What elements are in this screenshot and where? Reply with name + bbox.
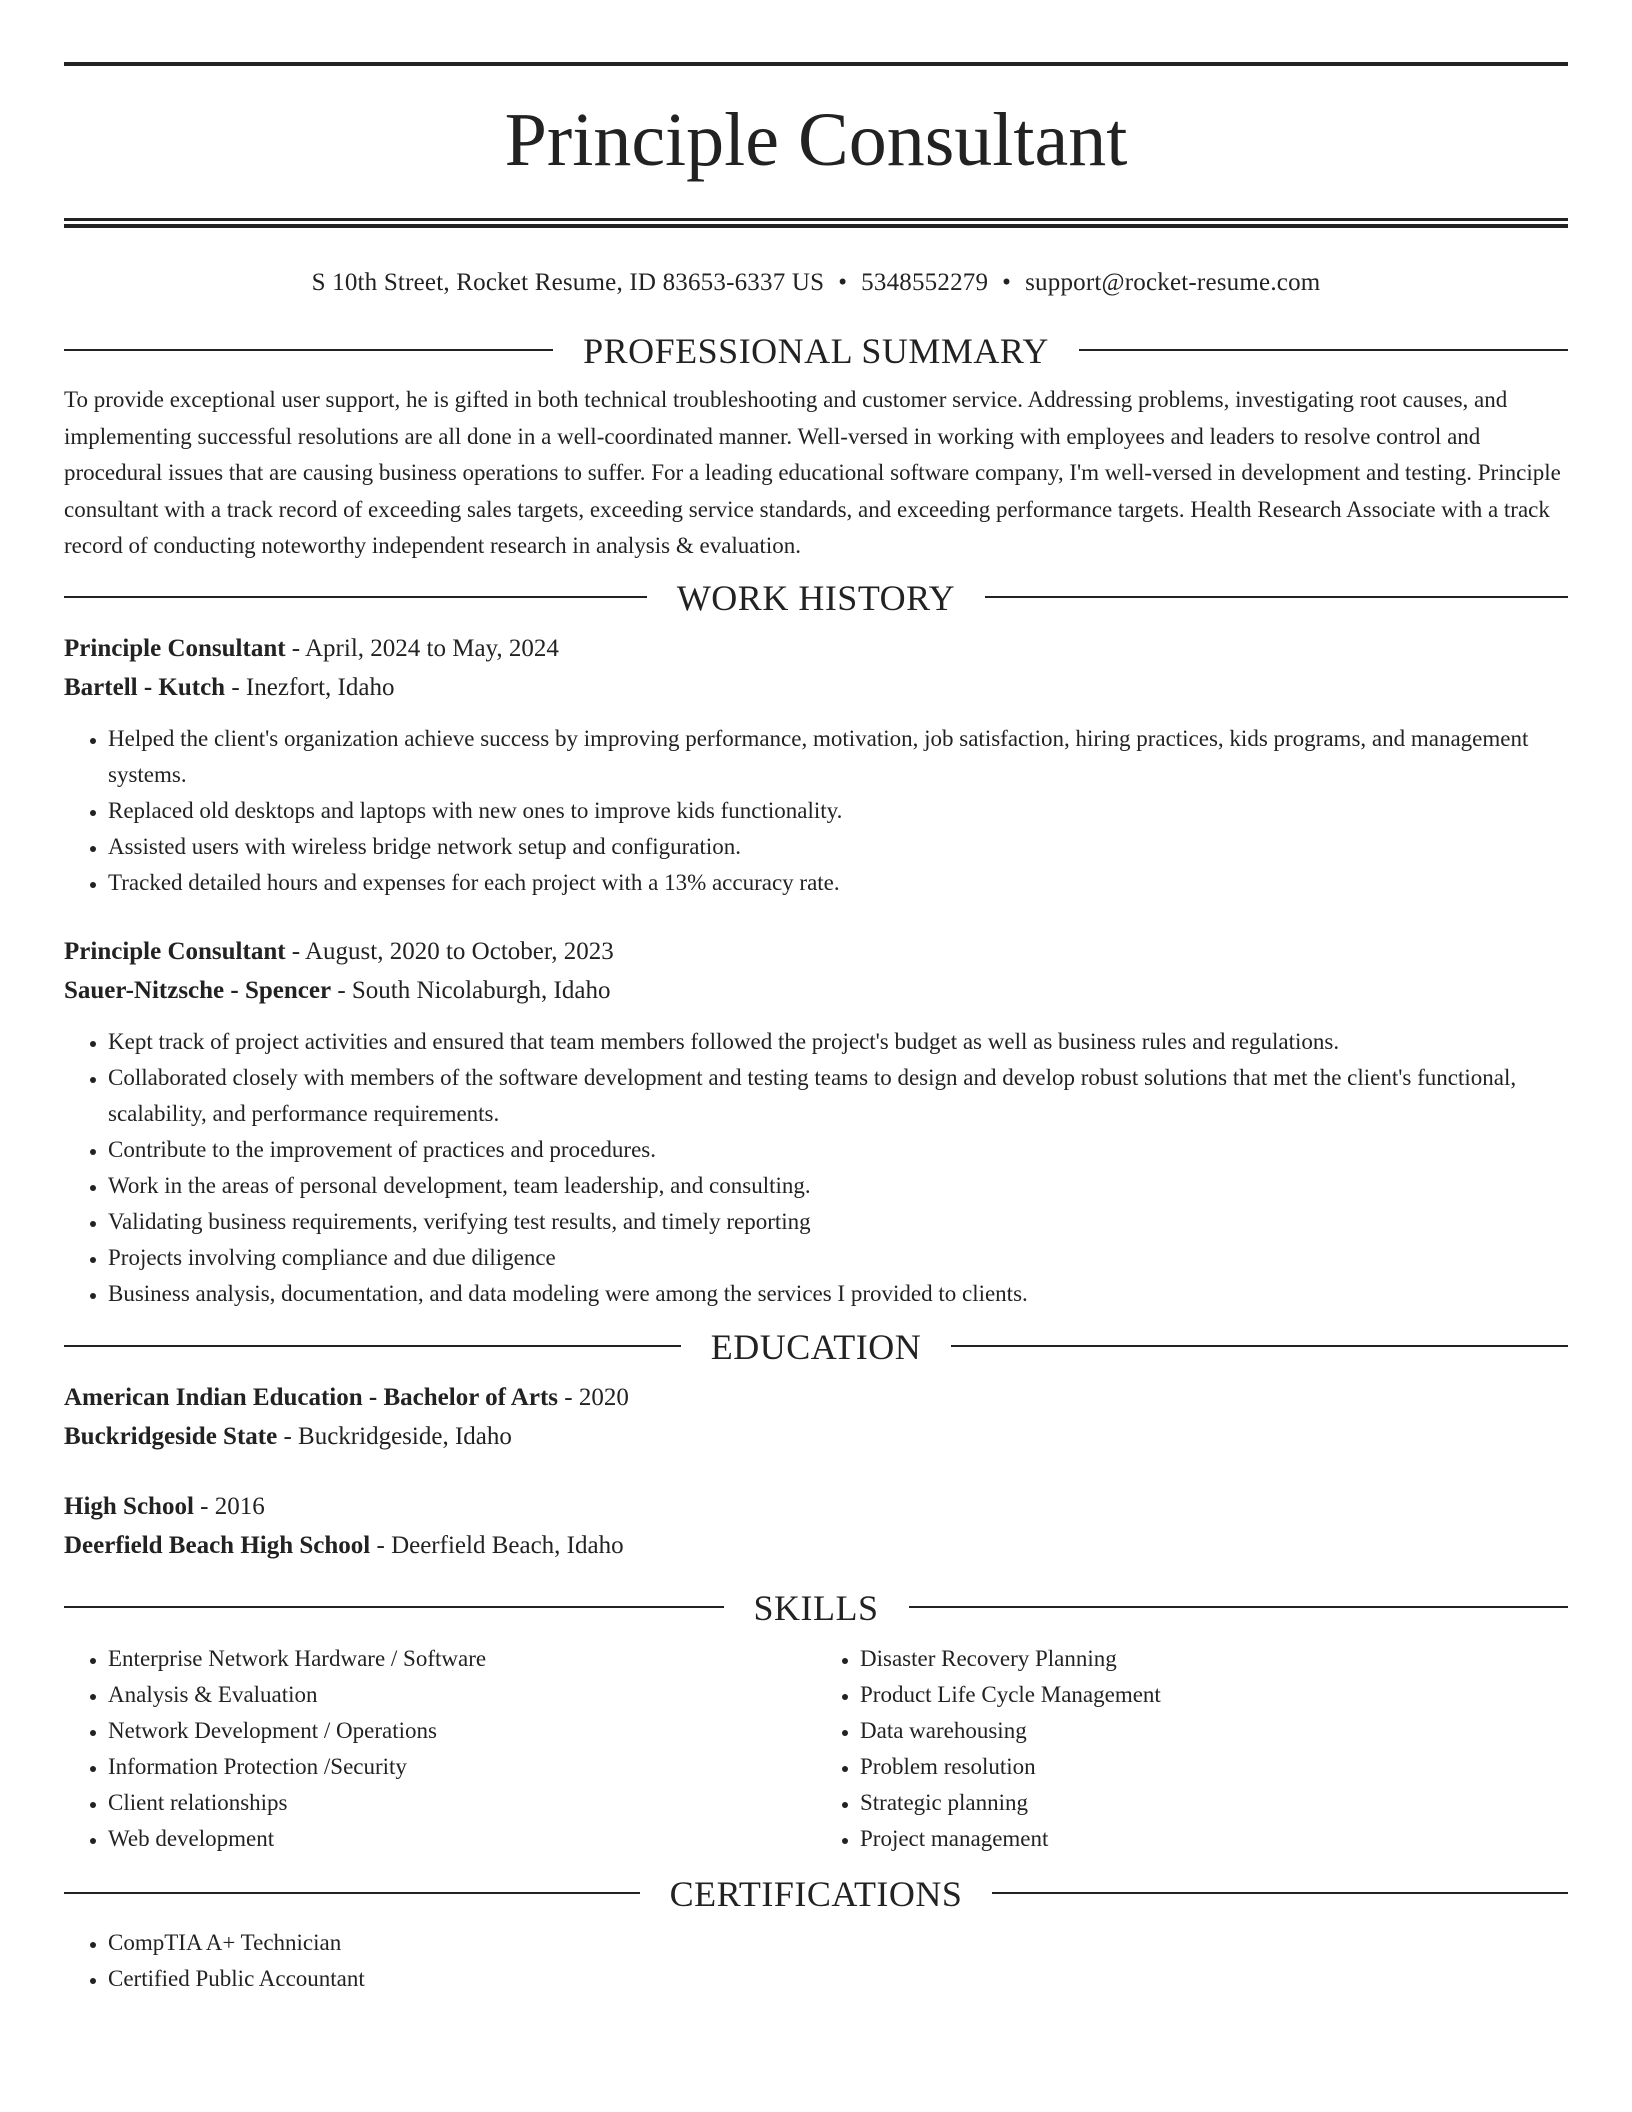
heading-rule	[992, 1892, 1568, 1894]
contact-phone: 5348552279	[861, 269, 989, 296]
skill-item: • Problem resolution	[860, 1749, 1568, 1785]
heading-rule	[1079, 349, 1568, 351]
list-item: • Replaced old desktops and laptops with new ones to improve kids functionality.	[108, 793, 1568, 829]
contact-separator: •	[1002, 269, 1012, 296]
job-dates: April, 2024 to May, 2024	[305, 634, 559, 662]
skill-item: • Data warehousing	[860, 1713, 1568, 1749]
job-title-line: Principle Consultant - April, 2024 to May, 2024	[64, 634, 559, 662]
section-heading-work	[64, 577, 1568, 617]
skills-list-right	[816, 1641, 1568, 1857]
contact-line	[64, 266, 1568, 300]
list-item: • Kept track of project activities and ensured that team members followed the project's budget as well as business rules and regulations.	[108, 1024, 1568, 1060]
list-item: • Collaborated closely with members of the software development and testing teams to design and develop robust solutions that met the client's functional, scalability, and performance requirements.	[108, 1060, 1568, 1132]
heading-rule	[64, 596, 647, 598]
list-item: • Business analysis, documentation, and data modeling were among the services I provided to clients.	[108, 1276, 1568, 1312]
certification-item: • Certified Public Accountant	[108, 1961, 1568, 1997]
education-degree: High School	[64, 1492, 194, 1520]
education-year: 2016	[214, 1492, 265, 1520]
job-title-line: Principle Consultant - August, 2020 to October, 2023	[64, 937, 614, 965]
heading-rule	[64, 1345, 681, 1347]
job-company-line: Sauer-Nitzsche - Spencer - South Nicolaburgh, Idaho	[64, 976, 611, 1004]
education-location: Deerfield Beach, Idaho	[391, 1531, 624, 1559]
heading-rule	[909, 1606, 1569, 1608]
education-school: Buckridgeside State	[64, 1422, 278, 1450]
list-item: • Projects involving compliance and due diligence	[108, 1240, 1568, 1276]
resume-name: Principle Consultant	[504, 98, 1128, 182]
skill-item: • Web development	[108, 1821, 816, 1857]
job-role: Principle Consultant	[64, 937, 286, 965]
contact-email: support@rocket-resume.com	[1025, 269, 1321, 296]
section-title: WORK HISTORY	[676, 577, 956, 618]
heading-rule	[985, 596, 1568, 598]
contact-address: S 10th Street, Rocket Resume, ID 83653-6337 US	[311, 269, 825, 296]
skill-item: • Network Development / Operations	[108, 1713, 816, 1749]
job-company: Bartell - Kutch	[64, 673, 226, 701]
skills-grid	[64, 1641, 1568, 1857]
skills-list-left	[64, 1641, 816, 1857]
heading-rule	[64, 349, 553, 351]
list-item: • Contribute to the improvement of practices and procedures.	[108, 1132, 1568, 1168]
list-item: • Tracked detailed hours and expenses for each project with a 13% accuracy rate.	[108, 865, 1568, 901]
skill-item: • Information Protection /Security	[108, 1749, 816, 1785]
skill-item: • Client relationships	[108, 1785, 816, 1821]
list-item: • Validating business requirements, verifying test results, and timely reporting	[108, 1204, 1568, 1240]
job-location: Inezfort, Idaho	[245, 673, 395, 701]
job-bullets	[64, 721, 1568, 901]
heading-rule	[64, 1892, 640, 1894]
education-entry	[64, 1487, 1568, 1565]
education-degree: American Indian Education - Bachelor of Arts	[64, 1383, 558, 1411]
section-title: PROFESSIONAL SUMMARY	[583, 331, 1049, 371]
education-school: Deerfield Beach High School	[64, 1531, 371, 1559]
section-title: CERTIFICATIONS	[669, 1873, 963, 1914]
skill-item: • Disaster Recovery Planning	[860, 1641, 1568, 1677]
education-degree-line: American Indian Education - Bachelor of Arts - 2020	[64, 1383, 629, 1411]
job-role: Principle Consultant	[64, 634, 286, 662]
skill-item: • Analysis & Evaluation	[108, 1677, 816, 1713]
summary-text: To provide exceptional user support, he is gifted in both technical troubleshooting and customer service. Addressing problems, investigating root causes, and implementing successful resolutions are all done in a well-coordinated manner. Well-versed in working with employees and leaders to resolve control and procedural issues that are causing business operations to suffer. For a leading educational software company, I'm well-versed in development and testing. Principle consultant with a track record of exceeding sales targets, exceeding service standards, and exceeding performance targets. Health Research Associate with a track record of conducting noteworthy independent research in analysis & evaluation.	[64, 387, 1561, 558]
job-entry	[64, 629, 1568, 901]
section-heading-summary	[64, 330, 1568, 370]
header-double-rule	[64, 218, 1568, 228]
resume-content	[64, 62, 1568, 1997]
heading-rule	[951, 1345, 1568, 1347]
list-item: • Helped the client's organization achieve success by improving performance, motivation, job satisfaction, hiring practices, kids programs, and management systems.	[108, 721, 1568, 793]
education-entry	[64, 1378, 1568, 1456]
job-location: South Nicolaburgh, Idaho	[351, 976, 611, 1004]
education-school-line: Buckridgeside State - Buckridgeside, Idaho	[64, 1422, 512, 1450]
header-top-rule	[64, 62, 1568, 66]
skill-item: • Strategic planning	[860, 1785, 1568, 1821]
certification-item: • CompTIA A+ Technician	[108, 1925, 1568, 1961]
education-school-line: Deerfield Beach High School - Deerfield Beach, Idaho	[64, 1531, 624, 1559]
job-dates: August, 2020 to October, 2023	[305, 937, 614, 965]
education-location: Buckridgeside, Idaho	[298, 1422, 512, 1450]
section-title: SKILLS	[753, 1587, 879, 1628]
contact-separator: •	[838, 269, 848, 296]
education-year: 2020	[578, 1383, 629, 1411]
list-item: • Assisted users with wireless bridge network setup and configuration.	[108, 829, 1568, 865]
skill-item: • Enterprise Network Hardware / Software	[108, 1641, 816, 1677]
skill-item: • Project management	[860, 1821, 1568, 1857]
job-company: Sauer-Nitzsche - Spencer	[64, 976, 332, 1004]
section-heading-certifications	[64, 1873, 1568, 1913]
certifications-list	[64, 1925, 1568, 1997]
education-degree-line: High School - 2016	[64, 1492, 265, 1520]
heading-rule	[64, 1606, 724, 1608]
job-entry	[64, 932, 1568, 1312]
section-heading-skills	[64, 1587, 1568, 1627]
skill-item: • Product Life Cycle Management	[860, 1677, 1568, 1713]
section-heading-education	[64, 1326, 1568, 1366]
job-bullets	[64, 1024, 1568, 1312]
list-item: • Work in the areas of personal development, team leadership, and consulting.	[108, 1168, 1568, 1204]
job-company-line: Bartell - Kutch - Inezfort, Idaho	[64, 673, 395, 701]
section-title: EDUCATION	[710, 1326, 922, 1367]
